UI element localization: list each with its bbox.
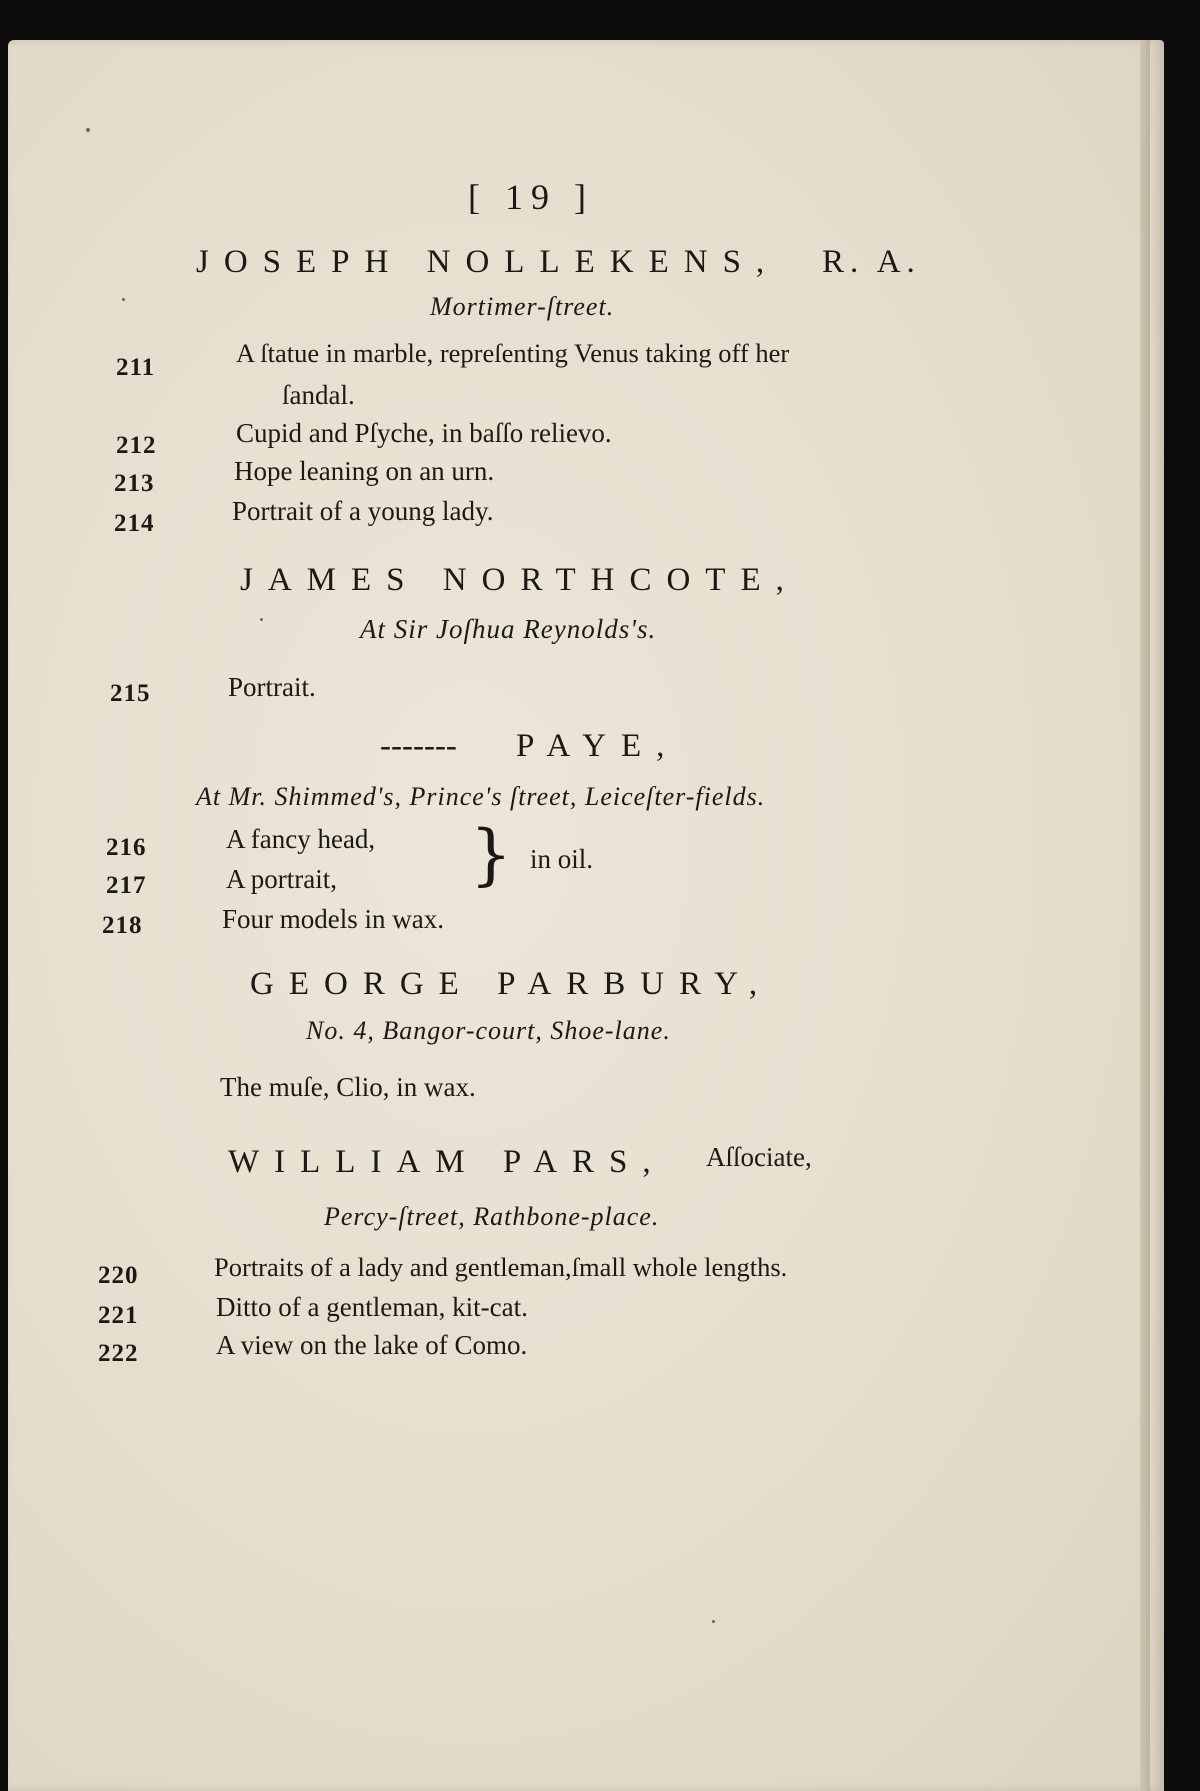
artist-address: At Sir Joſhua Reynolds's.	[360, 614, 657, 644]
catalogue-number: 218	[102, 912, 143, 939]
entry-text: Hope leaning on an urn.	[234, 456, 495, 486]
catalogue-number: 217	[106, 872, 147, 899]
entry-text: Portrait of a young lady.	[232, 496, 494, 526]
catalogue-number: 222	[98, 1340, 139, 1367]
artist-address: Mortimer-ſtreet.	[430, 292, 615, 321]
entry-text: The muſe, Clio, in wax.	[220, 1072, 476, 1102]
paper-speck	[122, 298, 125, 301]
entry-text: Ditto of a gentleman, kit-cat.	[216, 1292, 528, 1322]
artist-address: Percy-ſtreet, Rathbone-place.	[324, 1202, 660, 1231]
artist-address: No. 4, Bangor-court, Shoe-lane.	[306, 1016, 671, 1045]
entry-text: A ſtatue in marble, repreſenting Venus taking off her	[236, 338, 790, 368]
page-number: [ 19 ]	[468, 177, 594, 217]
entry-text: A fancy head,	[226, 824, 376, 854]
catalogue-number: 216	[106, 834, 147, 861]
brace-icon: }	[470, 816, 512, 893]
artist-name: JOSEPH NOLLEKENS,	[196, 244, 780, 280]
entry-text: Portrait.	[228, 672, 316, 702]
artist-name: JAMES NORTHCOTE,	[240, 562, 799, 598]
catalogue-number: 211	[116, 354, 156, 381]
paper-speck	[260, 618, 263, 621]
artist-address: At Mr. Shimmed's, Prince's ſtreet, Leiceſter-fields.	[196, 782, 766, 811]
catalogue-number: 214	[114, 510, 155, 537]
paper-speck	[712, 1620, 715, 1623]
artist-title: Aſſociate,	[706, 1142, 812, 1172]
page-edge	[1140, 40, 1150, 1791]
entry-text: Cupid and Pſyche, in baſſo relievo.	[236, 418, 612, 448]
catalogue-number: 212	[116, 432, 157, 459]
bracket-note: in oil.	[530, 844, 594, 874]
entry-text: A view on the lake of Como.	[216, 1330, 528, 1360]
name-dash-rule: -------	[380, 728, 457, 764]
catalogue-number: 215	[110, 680, 151, 707]
artist-title: R. A.	[822, 244, 921, 280]
artist-name: WILLIAM PARS,	[228, 1144, 666, 1180]
catalogue-number: 220	[98, 1262, 139, 1289]
catalogue-number: 221	[98, 1302, 139, 1329]
entry-text: Four models in wax.	[222, 904, 444, 934]
artist-name: PAYE,	[516, 728, 680, 764]
entry-text-continued: ſandal.	[282, 380, 355, 410]
catalogue-number: 213	[114, 470, 155, 497]
entry-text: A portrait,	[226, 864, 337, 894]
artist-name: GEORGE PARBURY,	[250, 966, 773, 1002]
paper-speck	[86, 128, 90, 132]
entry-text: Portraits of a lady and gentleman,ſmall whole lengths.	[214, 1252, 788, 1282]
